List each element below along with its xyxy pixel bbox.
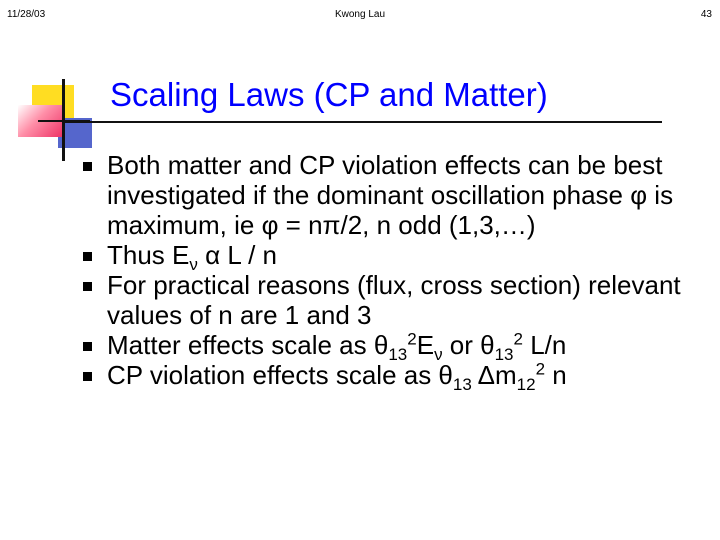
slide-logo-graphic [0,0,110,170]
title-underline [62,121,662,123]
bullet-text: CP violation effects scale as $\theta_{13}$ $\Delta m_{12}^2$ n [107,359,567,395]
bullet-text: Thus $E_\nu$ α L / n [107,240,277,275]
bullet-square-icon [83,252,92,261]
bullet-item [80,270,710,330]
slide-title: Scaling Laws (CP and Matter) [110,76,548,113]
bullet-square-icon [83,342,92,351]
header-date: 11/28/03 [7,9,46,20]
bullet-item [80,240,710,275]
bullet-square-icon [83,282,92,291]
header-page-number: 43 [700,9,712,20]
bullet-square-icon [83,162,92,171]
header-author: Kwong Lau [334,9,386,20]
bullet-item [80,150,710,240]
bullet-item [80,359,710,395]
bullet-square-icon [83,372,92,381]
bullet-text: For practical reasons (flux, cross section) relevant values of n are 1 and 3 [107,270,681,330]
bullet-item [80,329,710,365]
bullet-text: Both matter and CP violation effects can be best investigated if the dominant oscillation phase φ is maximum, ie φ = nπ/2, n odd (1,3,…) [107,150,674,240]
bullet-text: Matter effects scale as $\theta_{13}^2E_\nu$ or $\theta_{13}^2$ L/n [107,329,567,365]
bullet-list [80,150,710,395]
